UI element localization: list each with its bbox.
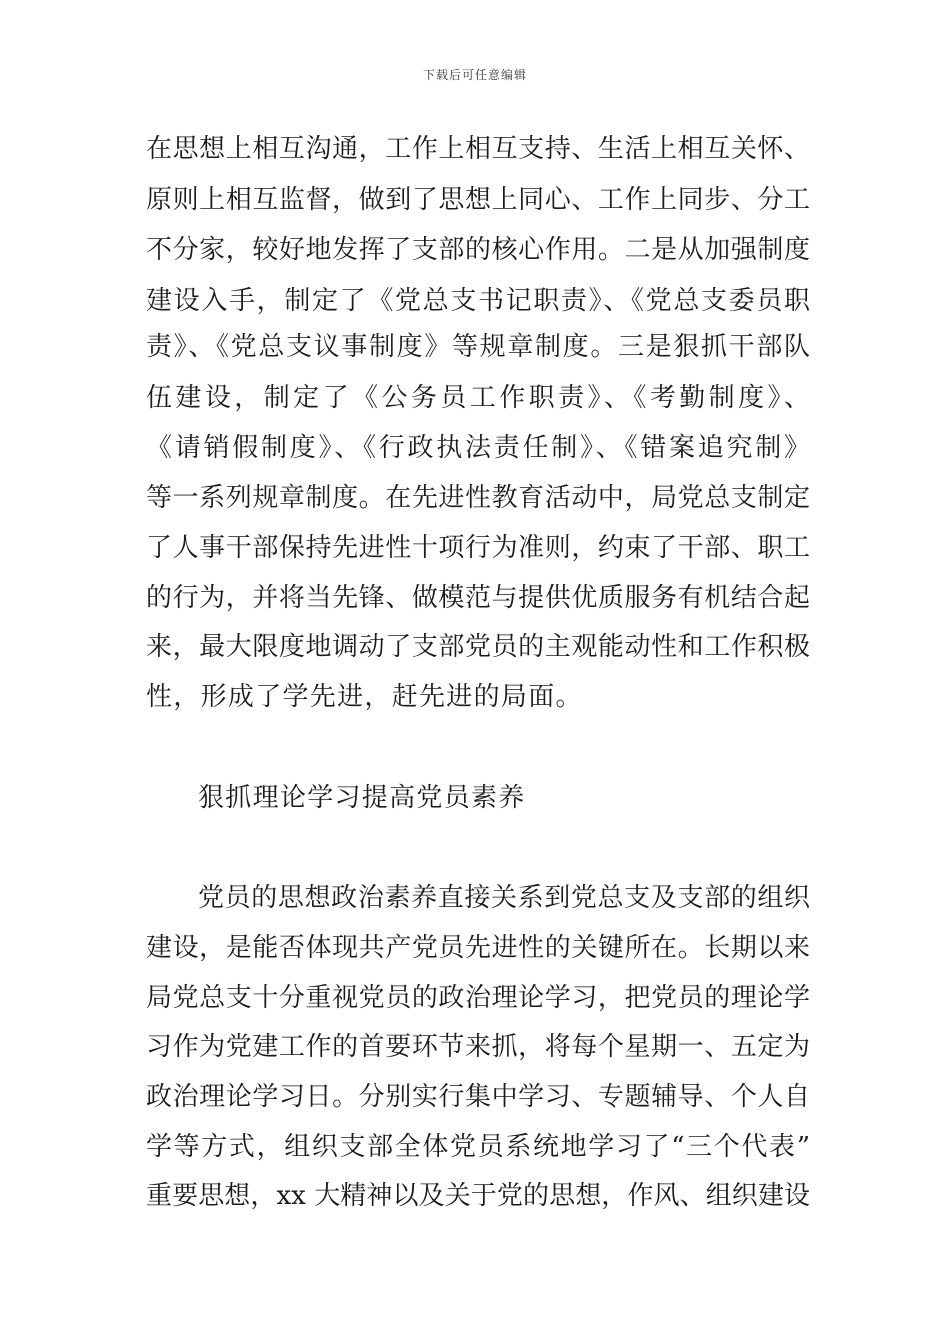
page-header: 下载后可任意编辑 [422, 68, 527, 82]
paragraph-line: 建设，是能否体现共产党员先进性的关键所在。长期以来 [146, 933, 810, 963]
paragraph-line: 性，形成了学先进，赶先进的局面。 [146, 682, 583, 712]
paragraph-line: 局党总支十分重视党员的政治理论学习，把党员的理论学 [146, 983, 810, 1013]
paragraph-line: 伍建设，制定了《公务员工作职责》、《考勤制度》、 [146, 383, 810, 413]
paragraph-line: 等一系列规章制度。在先进性教育活动中，局党总支制定 [146, 483, 810, 513]
paragraph-line: 政治理论学习日。分别实行集中学习、专题辅导、个人自 [146, 1082, 810, 1112]
paragraph-line: 重要思想，xx 大精神以及关于党的思想，作风、组织建设 [146, 1181, 810, 1211]
paragraph-line: 学等方式，组织支部全体党员系统地学习了“三个代表” [146, 1132, 810, 1162]
paragraph-line: 不分家，较好地发挥了支部的核心作用。二是从加强制度 [146, 235, 810, 265]
paragraph-line: 原则上相互监督，做到了思想上同心、工作上同步、分工 [146, 185, 810, 215]
paragraph-line: 来，最大限度地调动了支部党员的主观能动性和工作积极 [146, 632, 810, 662]
paragraph-line: 建设入手，制定了《党总支书记职责》、《党总支委员职 [146, 286, 810, 316]
paragraph-line: 责》、《党总支议事制度》等规章制度。三是狠抓干部队 [146, 332, 810, 362]
paragraph-line: 在思想上相互沟通，工作上相互支持、生活上相互关怀、 [146, 134, 810, 164]
paragraph-line: 了人事干部保持先进性十项行为准则，约束了干部、职工 [146, 533, 810, 563]
paragraph-line: 《请销假制度》、《行政执法责任制》、《错案追究制》 [146, 433, 810, 463]
section-heading: 狠抓理论学习提高党员素养 [198, 783, 526, 813]
paragraph-line: 习作为党建工作的首要环节来抓，将每个星期一、五定为 [146, 1032, 810, 1062]
paragraph-line: 党员的思想政治素养直接关系到党总支及支部的组织 [198, 883, 810, 913]
paragraph-line: 的行为，并将当先锋、做模范与提供优质服务有机结合起 [146, 583, 810, 613]
